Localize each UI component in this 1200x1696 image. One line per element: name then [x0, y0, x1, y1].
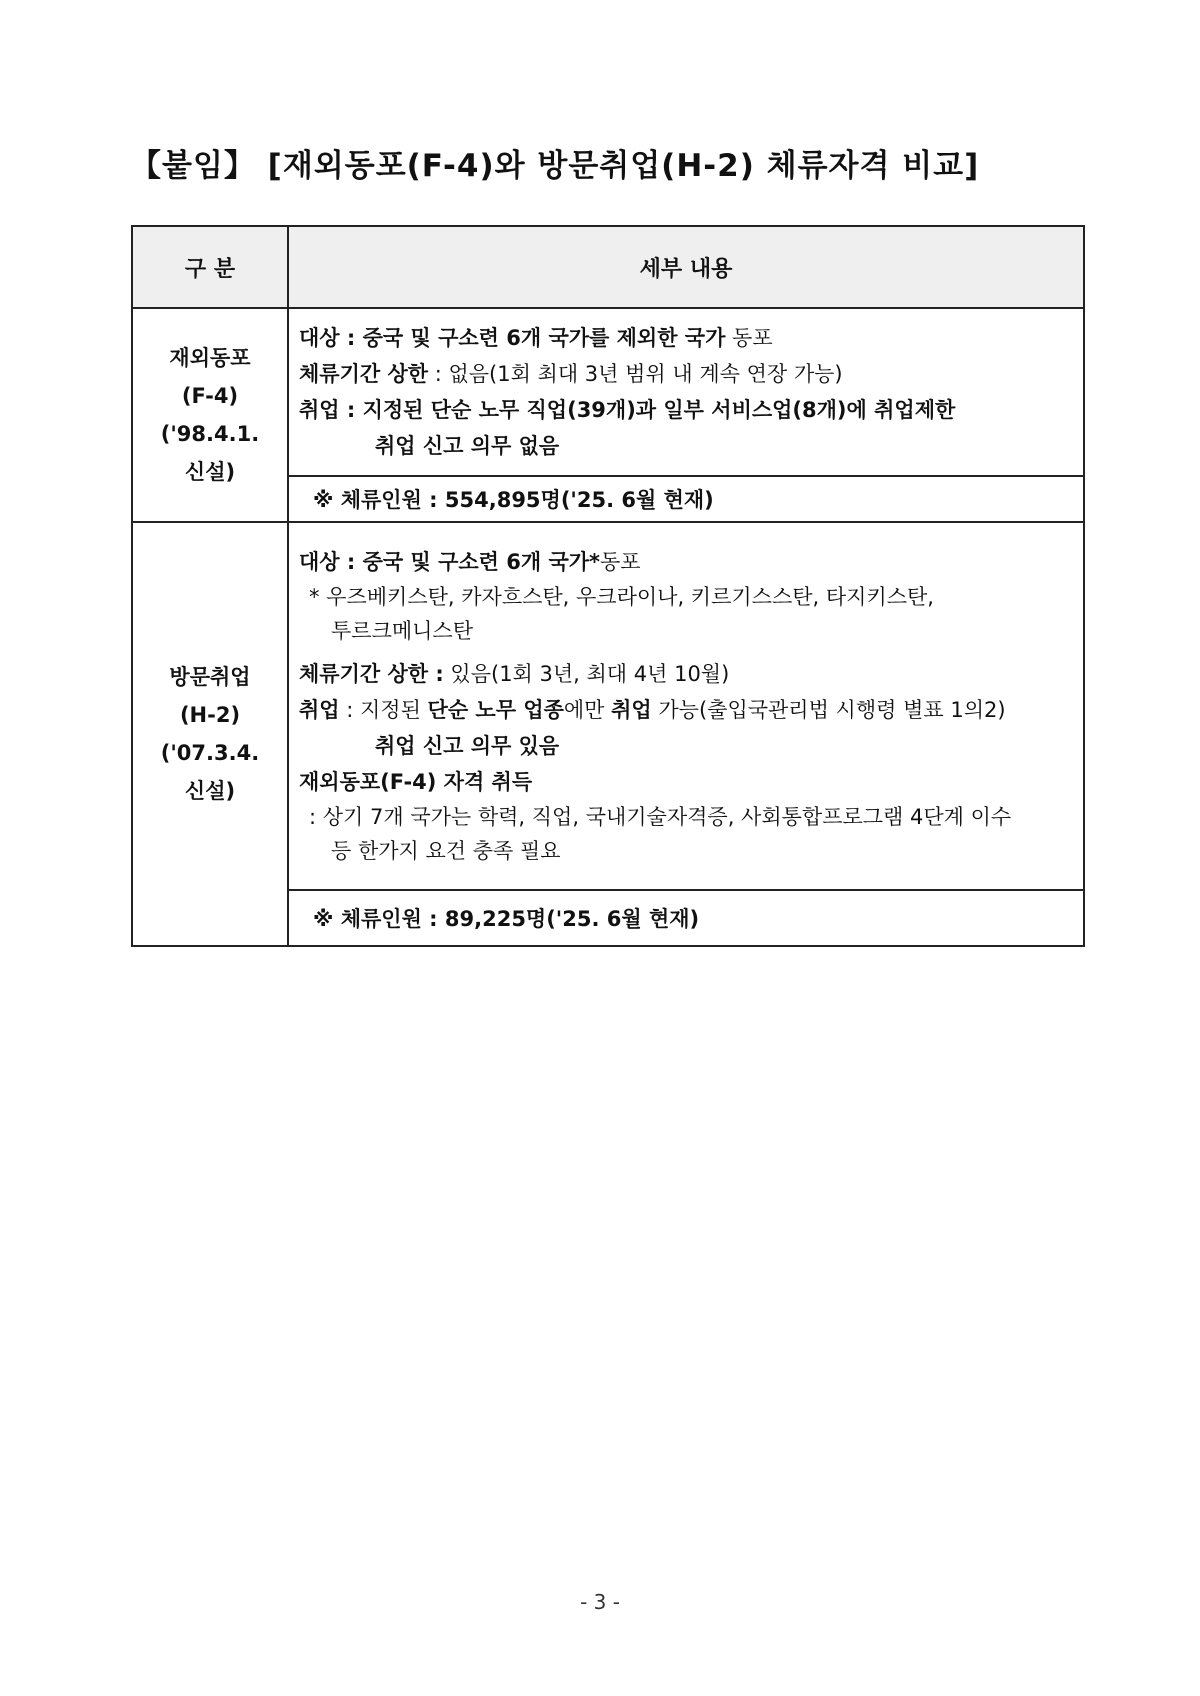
- h2-period-label: 체류기간 상한 :: [299, 662, 444, 686]
- category-f4: [132, 308, 288, 522]
- h2-stat: ※ 체류인원 : 89,225명('25. 6월 현재): [288, 890, 1084, 946]
- category-f4-line: ('98.4.1.: [160, 422, 260, 446]
- detail-h2: [288, 522, 1084, 890]
- table-header-row: [132, 226, 1084, 308]
- h2-f4-acq-label: 재외동포(F-4) 자격 취득: [299, 770, 533, 794]
- h2-job-bold1: 단순 노무 업종: [427, 698, 564, 722]
- header-detail: 세부 내용: [288, 226, 1084, 308]
- f4-job-line1: 취업 : 지정된 단순 노무 직업(39개)과 일부 서비스업(8개)에 취업제한: [299, 398, 956, 422]
- header-category: 구 분: [132, 226, 288, 308]
- f4-period: [299, 356, 1073, 392]
- table-row-h2: [132, 522, 1084, 890]
- h2-note-line2: 투르크메니스탄: [331, 619, 474, 643]
- h2-target-label: 대상 : 중국 및 구소련 6개 국가*: [299, 550, 601, 574]
- h2-period: [299, 656, 1073, 692]
- f4-job-line2: 취업 신고 의무 없음: [375, 434, 560, 458]
- h2-job-bold2: 취업: [611, 698, 652, 722]
- h2-target-value: 동포: [600, 550, 641, 574]
- h2-f4-acq-line1: : 상기 7개 국가는 학력, 직업, 국내기술자격증, 사회통합프로그램 4단계 이수: [309, 805, 1012, 829]
- h2-job-line2: 취업 신고 의무 있음: [375, 734, 560, 758]
- category-h2-line: (H-2): [179, 703, 241, 727]
- f4-target-label: 대상 : 중국 및 구소련 6개 국가를 제외한 국가: [299, 326, 726, 350]
- f4-stat: ※ 체류인원 : 554,895명('25. 6월 현재): [288, 476, 1084, 522]
- category-h2-line: 방문취업: [169, 665, 251, 689]
- f4-period-value: : 없음(1회 최대 3년 범위 내 계속 연장 가능): [428, 362, 843, 386]
- category-h2: [132, 522, 288, 946]
- comparison-table: [131, 225, 1085, 947]
- h2-job: [299, 692, 1073, 728]
- category-h2-line: 신설): [184, 779, 236, 803]
- table-row-f4: [132, 308, 1084, 476]
- h2-target: [299, 544, 1073, 580]
- f4-target-value: 동포: [725, 326, 773, 350]
- f4-period-label: 체류기간 상한: [299, 362, 429, 386]
- detail-f4: [288, 308, 1084, 476]
- f4-target: [299, 320, 1073, 356]
- h2-job-part3: 가능(출입국관리법 시행령 별표 1의2): [651, 698, 1006, 722]
- h2-job-label: 취업: [299, 698, 340, 722]
- category-h2-line: ('07.3.4.: [160, 741, 260, 765]
- h2-f4-acq-line2: 등 한가지 요건 충족 필요: [331, 839, 561, 863]
- h2-job-part2: 에만: [563, 698, 612, 722]
- category-f4-line: (F-4): [181, 384, 239, 408]
- document-title: 【붙임】 [재외동포(F-4)와 방문취업(H-2) 체류자격 비교]: [130, 148, 980, 184]
- h2-job-part1: : 지정된: [339, 698, 428, 722]
- page-number: - 3 -: [580, 1590, 620, 1614]
- category-f4-line: 재외동포: [169, 346, 251, 370]
- h2-note-line1: * 우즈베키스탄, 카자흐스탄, 우크라이나, 키르기스스탄, 타지키스탄,: [309, 585, 934, 609]
- h2-period-value: 있음(1회 3년, 최대 4년 10월): [443, 662, 730, 686]
- category-f4-line: 신설): [184, 460, 236, 484]
